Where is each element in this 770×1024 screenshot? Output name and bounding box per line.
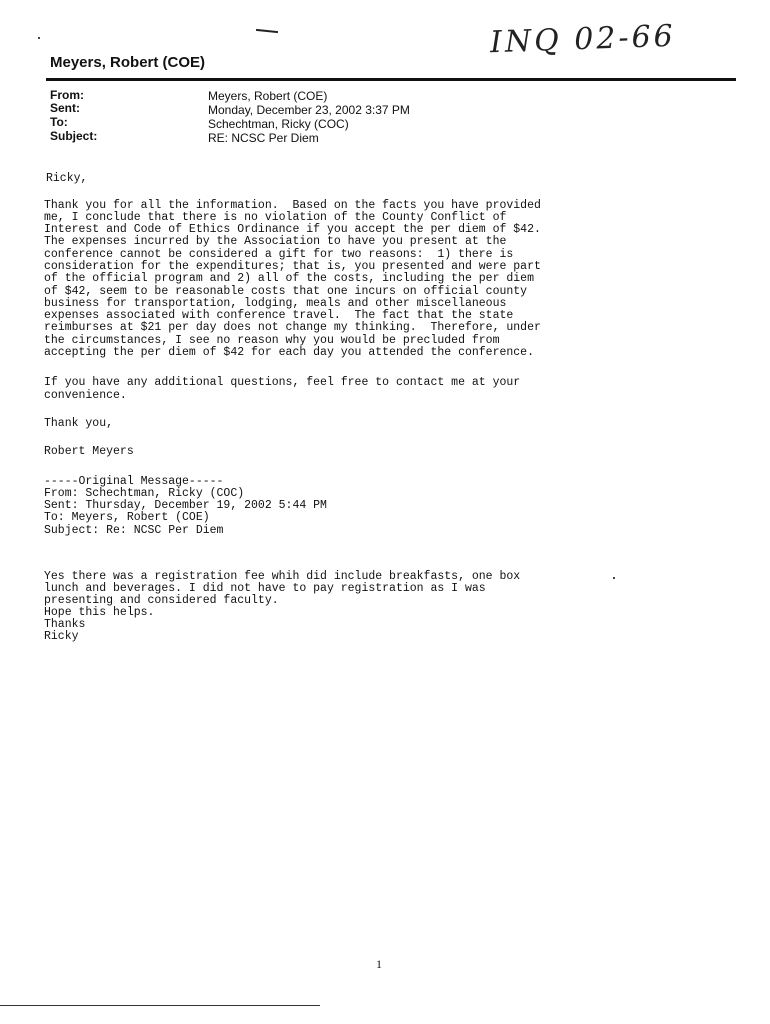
from-value: Meyers, Robert (COE)	[208, 89, 328, 103]
scan-edge-line	[0, 1005, 320, 1006]
original-from-line: From: Schechtman, Ricky (COC)	[44, 487, 245, 500]
original-body-line: Ricky	[44, 630, 79, 643]
subject-label: Subject:	[50, 129, 98, 143]
to-label: To:	[50, 115, 68, 129]
body-line: The expenses incurred by the Association to have you present at the	[44, 235, 507, 248]
body-line: me, I conclude that there is no violation of the County Conflict of	[44, 211, 507, 224]
body-line: Interest and Code of Ethics Ordinance if you accept the per diem of $42.	[44, 223, 541, 236]
original-body-line: presenting and considered faculty.	[44, 594, 279, 607]
body-line: of $42, seem to be reasonable costs that one incurs on official county	[44, 285, 528, 298]
to-value: Schechtman, Ricky (COC)	[208, 117, 349, 131]
original-body-line: Thanks	[44, 618, 86, 631]
body-line: business for transportation, lodging, meals and other miscellaneous	[44, 297, 507, 310]
page-number: 1	[376, 957, 382, 971]
scan-speck	[613, 577, 615, 579]
body-line: the circumstances, I see no reason why you would be precluded from	[44, 334, 500, 347]
sent-value: Monday, December 23, 2002 3:37 PM	[208, 103, 410, 117]
original-message-divider: -----Original Message-----	[44, 475, 224, 488]
body-line: consideration for the expenditures; that is, you presented and were part	[44, 260, 541, 273]
original-subject-line: Subject: Re: NCSC Per Diem	[44, 524, 224, 537]
closing: Thank you,	[44, 417, 114, 430]
body-line: convenience.	[44, 389, 127, 402]
body-line: Thank you for all the information. Based on the facts you have provided	[44, 199, 541, 212]
sender-name-heading: Meyers, Robert (COE)	[50, 54, 206, 71]
body-line: conference cannot be considered a gift for two reasons: 1) there is	[44, 248, 514, 261]
subject-value: RE: NCSC Per Diem	[208, 131, 319, 145]
greeting: Ricky,	[46, 172, 88, 185]
body-line: expenses associated with conference travel. The fact that the state	[44, 309, 514, 322]
header-divider	[46, 78, 736, 81]
original-body-line: Yes there was a registration fee whih did include breakfasts, one box	[44, 570, 521, 583]
sent-label: Sent:	[50, 101, 80, 115]
body-line: reimburses at $21 per day does not change my thinking. Therefore, under	[44, 321, 541, 334]
scan-mark	[256, 29, 278, 33]
body-line: If you have any additional questions, feel free to contact me at your	[44, 376, 521, 389]
original-sent-line: Sent: Thursday, December 19, 2002 5:44 PM	[44, 499, 327, 512]
original-body-line: Hope this helps.	[44, 606, 155, 619]
from-label: From:	[50, 88, 84, 102]
signature: Robert Meyers	[44, 445, 134, 458]
body-line: of the official program and 2) all of the costs, including the per diem	[44, 272, 534, 285]
body-line: accepting the per diem of $42 for each day you attended the conference.	[44, 346, 534, 359]
original-to-line: To: Meyers, Robert (COE)	[44, 511, 210, 524]
scan-speck	[38, 37, 40, 39]
handwritten-inquiry-code: INQ 02-66	[489, 18, 677, 61]
original-body-line: lunch and beverages. I did not have to pay registration as I was	[44, 582, 486, 595]
